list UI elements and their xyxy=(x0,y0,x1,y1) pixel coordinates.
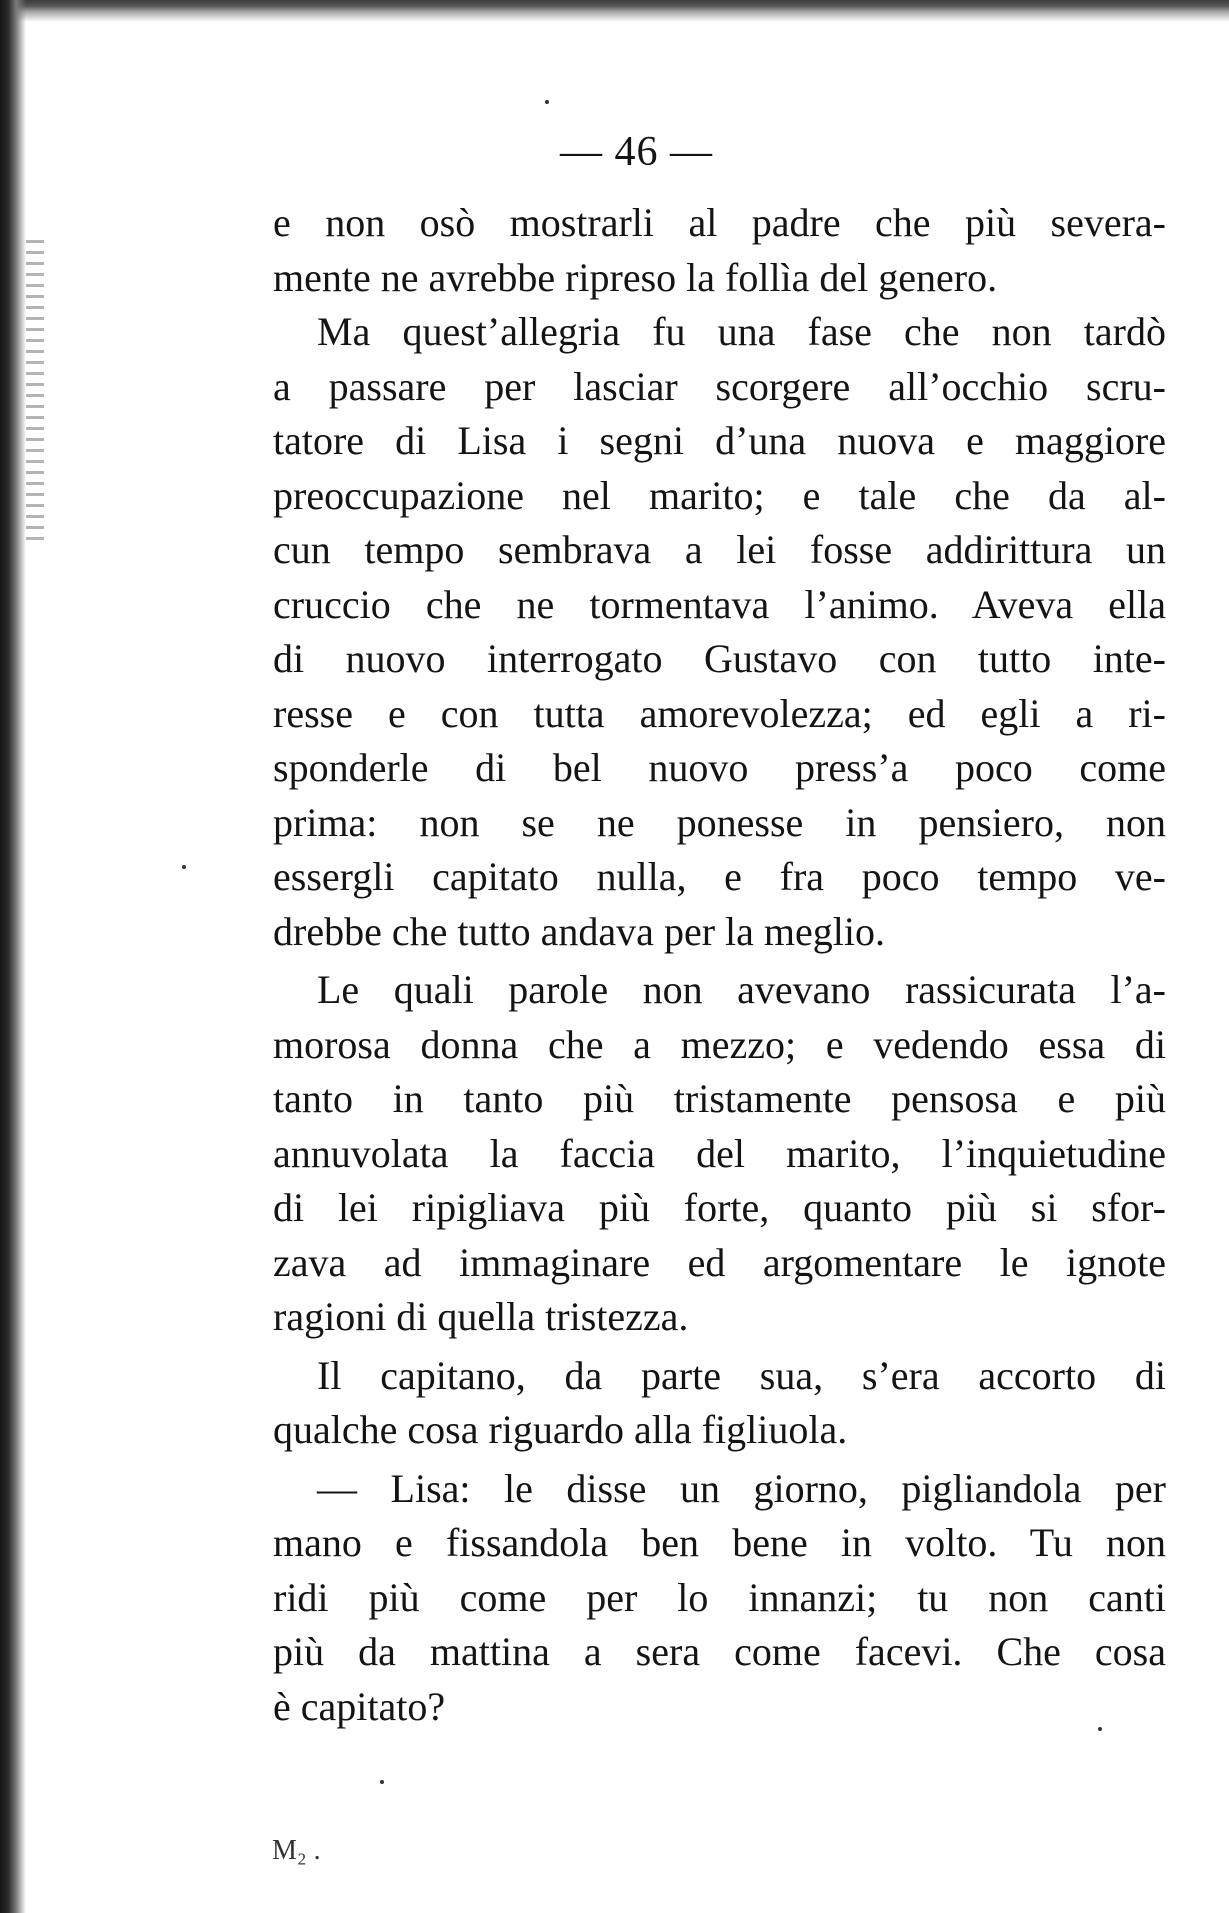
text-line: drebbe che tutto andava per la meglio. xyxy=(273,908,885,954)
text-line: Ma quest’allegria fu una fase che non tardò xyxy=(317,309,1166,354)
page-number: — 46 — xyxy=(560,129,713,175)
text-line: resse e con tutta amorevolezza; ed egli a ri- xyxy=(273,690,1166,736)
text-line: tatore di Lisa i segni d’una nuova e maggiore xyxy=(273,418,1166,463)
scan-speck xyxy=(182,865,186,869)
text-line: di lei ripigliava più forte, quanto più si sfor- xyxy=(273,1185,1166,1230)
text-line: essergli capitato nulla, e fra poco tempo ve- xyxy=(273,854,1166,899)
text-line: annuvolata la faccia del marito, l’inquietudine xyxy=(273,1130,1166,1176)
text-line: Il capitano, da parte sua, s’era accorto di xyxy=(317,1352,1166,1398)
text-line: e non osò mostrarli al padre che più severa- xyxy=(273,200,1166,245)
text-line: Le quali parole non avevano rassicurata l’a- xyxy=(317,967,1166,1012)
scan-speck xyxy=(545,100,549,104)
text-line: morosa donna che a mezzo; e vedendo essa di xyxy=(273,1021,1166,1067)
text-line: cruccio che ne tormentava l’animo. Aveva ella xyxy=(273,581,1166,627)
text-line: ragioni di quella tristezza. xyxy=(273,1294,689,1339)
text-line: ridi più come per lo innanzi; tu non canti xyxy=(273,1574,1166,1620)
scan-top-edge xyxy=(0,0,1229,22)
text-line: tanto in tanto più tristamente pensosa e più xyxy=(273,1076,1166,1121)
text-line: a passare per lasciar scorgere all’occhio scru- xyxy=(273,363,1166,409)
scan-speck xyxy=(380,1780,384,1784)
printer-signature-mark: M₂ . xyxy=(272,1835,321,1866)
text-line: più da mattina a sera come facevi. Che cosa xyxy=(273,1629,1166,1674)
text-line: mente ne avrebbe ripreso la follìa del genero. xyxy=(273,254,998,300)
text-line: preoccupazione nel marito; e tale che da al- xyxy=(273,472,1166,518)
text-line: sponderle di bel nuovo press’a poco come xyxy=(273,745,1166,790)
text-line: — Lisa: le disse un giorno, pigliandola per xyxy=(317,1465,1166,1511)
text-line: di nuovo interrogato Gustavo con tutto inte- xyxy=(273,636,1166,681)
body-text xyxy=(273,196,1166,1734)
text-line: prima: non se ne ponesse in pensiero, non xyxy=(273,799,1166,845)
scan-left-edge xyxy=(0,0,26,1913)
text-line: cun tempo sembrava a lei fosse addirittura un xyxy=(273,527,1166,572)
text-line: zava ad immaginare ed argomentare le ignote xyxy=(273,1239,1166,1285)
text-line: mano e fissandola ben bene in volto. Tu non xyxy=(273,1520,1166,1565)
text-line: qualche cosa riguardo alla figliuola. xyxy=(273,1407,848,1452)
text-line: è capitato? xyxy=(273,1683,446,1729)
scan-left-fringe xyxy=(26,240,44,540)
